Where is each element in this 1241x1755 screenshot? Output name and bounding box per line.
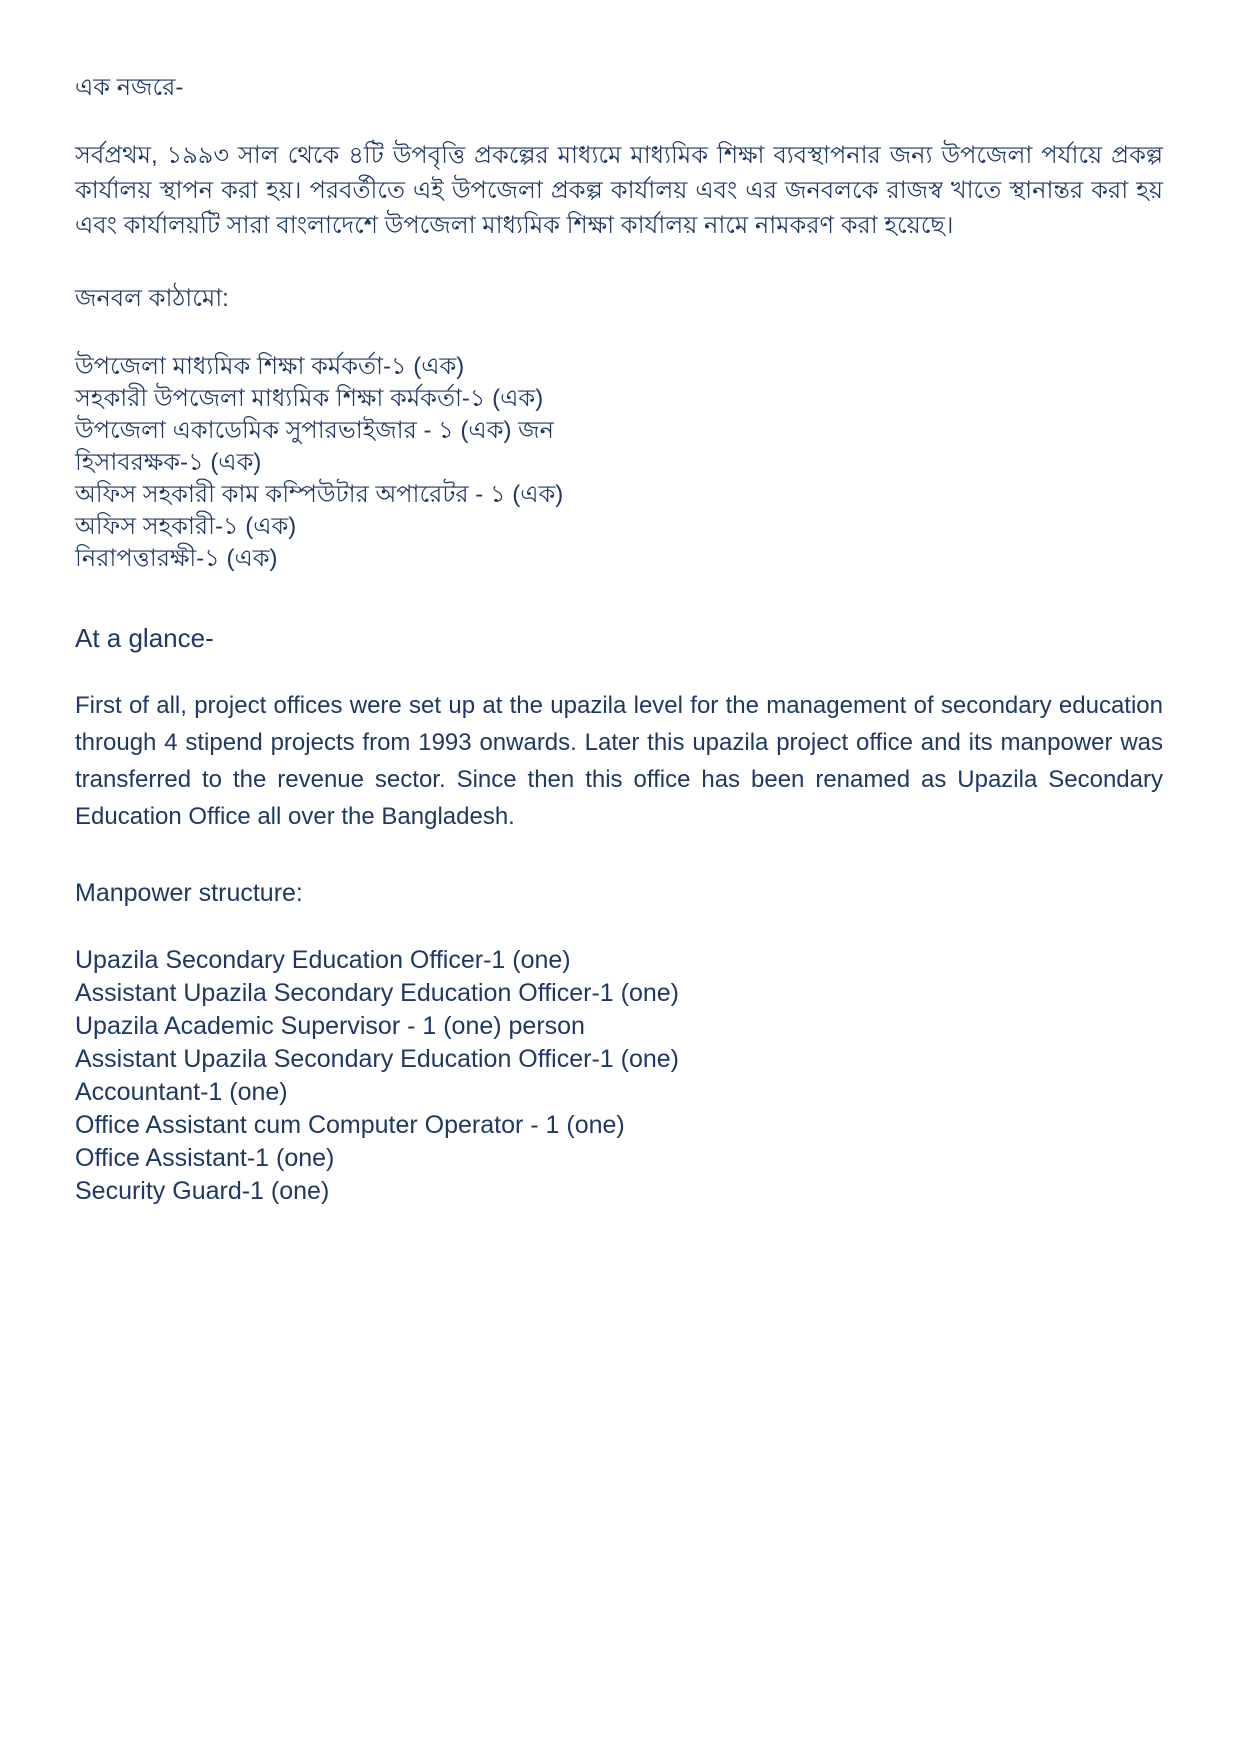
list-item: Accountant-1 (one) — [75, 1078, 288, 1106]
list-item: নিরাপত্তারক্ষী-১ (এক) — [75, 545, 278, 572]
list-item: অফিস সহকারী কাম কম্পিউটার অপারেটর - ১ (এক) — [75, 481, 564, 508]
english-glance-title: At a glance- — [75, 623, 214, 653]
list-item: Upazila Academic Supervisor - 1 (one) person — [75, 1012, 585, 1040]
list-item: Office Assistant-1 (one) — [75, 1144, 335, 1172]
list-item: Assistant Upazila Secondary Education Officer-1 (one) — [75, 1045, 680, 1073]
bengali-manpower-heading: জনবল কাঠামো: — [75, 285, 229, 312]
list-item: Office Assistant cum Computer Operator - 1 (one) — [75, 1111, 625, 1139]
list-item: উপজেলা মাধ্যমিক শিক্ষা কর্মকর্তা-১ (এক) — [75, 353, 465, 380]
bengali-intro-paragraph: সর্বপ্রথম, ১৯৯৩ সাল থেকে ৪টি উপবৃত্তি প্রকল্পের মাধ্যমে মাধ্যমিক শিক্ষা ব্যবস্থাপনার জন্য উপজেলা পর্যায়ে প্রকল্প কার্যালয় স্থাপন করা হয়। পরবর্তীতে এই উপজেলা প্রকল্প কার্যালয় এবং এর জনবলকে রাজস্ব খাতে স্থানান্তর করা হয় এবং কার্যালয়টি সারা বাংলাদেশে উপজেলা মাধ্যমিক শিক্ষা কার্যালয় নামে নামকরণ করা হয়েছে। — [75, 142, 1163, 239]
list-item: অফিস সহকারী-১ (এক) — [75, 513, 297, 540]
english-intro-paragraph: First of all, project offices were set up at the upazila level for the management of secondary education through 4 stipend projects from 1993 onwards. Later this upazila project office and its manpower was transferred to the revenue sector. Since then this office has been renamed as Upazila Secondary Education Office all over the Bangladesh. — [75, 692, 1163, 830]
english-manpower-list — [75, 944, 1163, 1208]
list-item: হিসাবরক্ষক-১ (এক) — [75, 449, 262, 476]
list-item: সহকারী উপজেলা মাধ্যমিক শিক্ষা কর্মকর্তা-১ (এক) — [75, 385, 544, 412]
english-manpower-heading: Manpower structure: — [75, 879, 303, 907]
list-item: Assistant Upazila Secondary Education Officer-1 (one) — [75, 979, 680, 1007]
list-item: উপজেলা একাডেমিক সুপারভাইজার - ১ (এক) জন — [75, 417, 554, 444]
list-item: Upazila Secondary Education Officer-1 (one) — [75, 946, 571, 974]
bengali-manpower-list — [75, 351, 1163, 575]
list-item: Security Guard-1 (one) — [75, 1177, 330, 1205]
bengali-glance-title: এক নজরে- — [75, 74, 184, 101]
